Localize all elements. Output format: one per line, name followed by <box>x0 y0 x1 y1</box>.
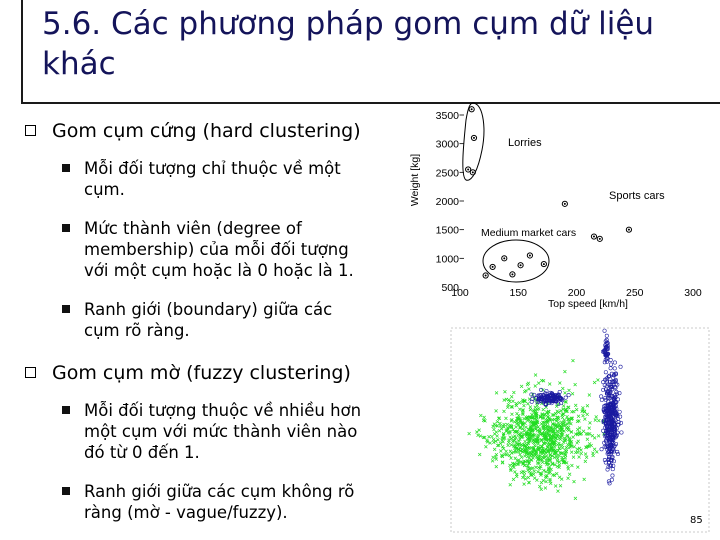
bullet-text-line: Mỗi đối tượng chỉ thuộc về một <box>84 159 341 178</box>
blue-point <box>567 393 570 396</box>
green-point <box>593 448 596 451</box>
green-point <box>484 445 487 448</box>
y-tick-label: 3000 <box>435 138 459 151</box>
green-point <box>559 438 562 441</box>
x-axis-label: Top speed [km/h] <box>548 298 628 310</box>
green-point <box>561 387 564 390</box>
green-point <box>526 383 529 386</box>
green-point <box>491 459 494 462</box>
green-point <box>515 412 518 415</box>
green-point <box>593 381 596 384</box>
green-point <box>483 416 486 419</box>
green-point <box>507 444 510 447</box>
green-point <box>534 466 537 469</box>
green-point <box>493 448 496 451</box>
green-point <box>490 435 493 438</box>
green-point <box>561 446 564 449</box>
green-point <box>548 383 551 386</box>
title-line-1: 5.6. Các phương pháp gom cụm dữ liệu <box>42 6 655 42</box>
bullet-text-line: Ranh giới (boundary) giữa các <box>84 300 333 319</box>
green-point <box>514 425 517 428</box>
y-tick-label: 1000 <box>435 253 459 266</box>
green-point <box>559 484 562 487</box>
blue-point <box>605 334 608 337</box>
green-point <box>524 440 527 443</box>
green-point <box>523 483 526 486</box>
green-cluster-points <box>468 359 610 500</box>
green-point <box>551 418 554 421</box>
data-point <box>483 273 488 278</box>
green-point <box>576 451 579 454</box>
blue-point <box>609 363 612 366</box>
green-point <box>538 485 541 488</box>
filled-square-bullet-icon <box>62 305 70 313</box>
green-point <box>545 480 548 483</box>
green-point <box>582 414 585 417</box>
green-point <box>571 359 574 362</box>
green-point <box>597 434 600 437</box>
green-point <box>570 431 573 434</box>
green-point <box>495 465 498 468</box>
green-point <box>574 497 577 500</box>
green-point <box>524 426 527 429</box>
data-point <box>562 201 567 206</box>
green-point <box>478 453 481 456</box>
data-point <box>469 107 474 112</box>
blue-point <box>600 398 603 401</box>
green-point <box>573 480 576 483</box>
green-point <box>503 453 506 456</box>
green-point <box>508 464 511 467</box>
green-point <box>562 404 565 407</box>
title-line-2: khác <box>42 46 116 82</box>
green-point <box>495 391 498 394</box>
green-point <box>498 422 501 425</box>
green-point <box>572 456 575 459</box>
green-point <box>540 488 543 491</box>
green-point <box>571 392 574 395</box>
green-point <box>567 429 570 432</box>
green-point <box>576 466 579 469</box>
green-point <box>503 410 506 413</box>
green-point <box>479 435 482 438</box>
y-tick-label: 3500 <box>435 110 459 122</box>
blue-point <box>613 367 616 370</box>
green-point <box>566 415 569 418</box>
green-point <box>549 480 552 483</box>
green-point <box>584 460 587 463</box>
green-point <box>496 420 499 423</box>
x-tick-label: 200 <box>567 287 586 299</box>
green-point <box>509 483 512 486</box>
green-point <box>544 487 547 490</box>
green-point <box>499 442 502 445</box>
green-point <box>597 419 600 422</box>
green-point <box>588 394 591 397</box>
bullet-text-line: ràng (mờ - vague/fuzzy). <box>84 503 288 522</box>
green-point <box>542 379 545 382</box>
green-point <box>570 451 573 454</box>
blue-cluster-points <box>530 329 623 485</box>
data-point <box>591 234 596 239</box>
green-point <box>515 404 518 407</box>
green-point <box>513 470 516 473</box>
green-point <box>526 469 529 472</box>
data-point <box>518 263 523 268</box>
left-rule <box>21 0 23 102</box>
green-point <box>533 470 536 473</box>
green-point <box>505 450 508 453</box>
green-point <box>534 373 537 376</box>
green-point <box>588 421 591 424</box>
y-tick-label: 2500 <box>435 167 459 180</box>
green-point <box>575 408 578 411</box>
green-point <box>493 432 496 435</box>
green-point <box>573 445 576 448</box>
green-point <box>538 427 541 430</box>
y-axis-label: Weight [kg] <box>409 153 421 207</box>
green-point <box>489 441 492 444</box>
green-point <box>577 415 580 418</box>
green-point <box>495 409 498 412</box>
blue-point <box>613 361 616 364</box>
medium-market-cars-cluster-outline <box>483 240 549 282</box>
green-point <box>520 456 523 459</box>
blue-point <box>539 388 542 391</box>
bullet-text-line: membership) của mỗi đối tượng <box>84 240 349 259</box>
green-point <box>558 454 561 457</box>
green-point <box>513 444 516 447</box>
green-point <box>570 410 573 413</box>
green-point <box>523 454 526 457</box>
plot-frame <box>451 328 709 532</box>
green-point <box>518 408 521 411</box>
green-point <box>578 427 581 430</box>
green-point <box>583 478 586 481</box>
annotation-medium-market-cars: Medium market cars <box>481 227 577 239</box>
blue-point <box>619 365 622 368</box>
y-tick-label: 2000 <box>435 196 459 208</box>
green-point <box>594 419 597 422</box>
green-point <box>510 457 513 460</box>
data-point <box>597 236 602 241</box>
green-point <box>542 454 545 457</box>
green-point <box>511 400 514 403</box>
green-point <box>515 475 518 478</box>
annotation-sports-cars: Sports cars <box>609 190 665 202</box>
hard-clustering-scatter-chart <box>400 100 720 320</box>
green-point <box>570 464 573 467</box>
data-point <box>626 227 631 232</box>
blue-point <box>616 450 619 453</box>
green-point <box>581 406 584 409</box>
green-point <box>508 454 511 457</box>
green-point <box>523 390 526 393</box>
blue-point <box>564 396 567 399</box>
green-point <box>527 387 530 390</box>
blue-point <box>599 395 602 398</box>
green-point <box>596 379 599 382</box>
green-point <box>568 389 571 392</box>
green-point <box>577 440 580 443</box>
green-point <box>468 432 471 435</box>
green-point <box>477 434 480 437</box>
bullet-heading: Gom cụm mờ (fuzzy clustering) <box>52 362 351 384</box>
slide-title <box>42 4 702 84</box>
green-point <box>584 453 587 456</box>
green-point <box>580 452 583 455</box>
green-point <box>542 408 545 411</box>
bullet-text-line: đó từ 0 đến 1. <box>84 443 200 462</box>
green-point <box>506 423 509 426</box>
green-point <box>499 450 502 453</box>
green-point <box>504 417 507 420</box>
green-point <box>487 435 490 438</box>
y-tick-label: 500 <box>441 282 459 294</box>
bullet-heading: Gom cụm cứng (hard clustering) <box>52 120 361 142</box>
green-point <box>568 473 571 476</box>
annotation-lorries: Lorries <box>508 137 542 149</box>
blue-point <box>611 467 614 470</box>
green-point <box>478 429 481 432</box>
green-point <box>534 385 537 388</box>
green-point <box>479 414 482 417</box>
green-point <box>565 446 568 449</box>
blue-point <box>611 474 614 477</box>
bullet-text-line: Mỗi đối tượng thuộc về nhiều hơn <box>84 401 362 420</box>
green-point <box>583 418 586 421</box>
blue-point <box>614 386 617 389</box>
green-point <box>588 442 591 445</box>
green-point <box>545 459 548 462</box>
green-point <box>561 416 564 419</box>
data-point <box>490 264 495 269</box>
y-tick-label: 1500 <box>435 224 459 237</box>
data-point <box>470 170 475 175</box>
green-point <box>507 439 510 442</box>
green-point <box>547 472 550 475</box>
green-point <box>519 453 522 456</box>
square-bullet-icon <box>25 125 36 136</box>
green-point <box>518 401 521 404</box>
green-point <box>593 436 596 439</box>
green-point <box>585 456 588 459</box>
green-point <box>510 395 513 398</box>
green-point <box>578 456 581 459</box>
x-tick-label: 250 <box>625 287 644 299</box>
page-number: 85 <box>690 515 703 526</box>
blue-point <box>616 452 619 455</box>
green-point <box>537 382 540 385</box>
data-point <box>471 135 476 140</box>
green-point <box>540 422 543 425</box>
bullet-text-line: một cụm với mức thành viên nào <box>84 422 358 441</box>
green-point <box>492 428 495 431</box>
x-tick-label: 300 <box>684 287 702 299</box>
green-point <box>556 490 559 493</box>
green-point <box>586 404 589 407</box>
blue-point <box>620 431 623 434</box>
filled-square-bullet-icon <box>62 164 70 172</box>
blue-point <box>607 480 610 483</box>
x-tick-label: 100 <box>451 287 469 299</box>
green-point <box>567 477 570 480</box>
green-point <box>574 404 577 407</box>
blue-point <box>601 429 604 432</box>
green-point <box>572 436 575 439</box>
green-point <box>523 417 526 420</box>
green-point <box>580 449 583 452</box>
green-point <box>595 415 598 418</box>
bullet-text-line: với một cụm hoặc là 0 hoặc là 1. <box>84 261 354 280</box>
bullet-text-line: Mức thành viên (degree of <box>84 219 302 238</box>
green-point <box>546 416 549 419</box>
green-point <box>520 385 523 388</box>
filled-square-bullet-icon <box>62 406 70 414</box>
green-point <box>554 484 557 487</box>
bullet-text-line: Ranh giới giữa các cụm không rõ <box>84 482 355 501</box>
green-point <box>503 390 506 393</box>
green-point <box>540 481 543 484</box>
blue-point <box>609 367 612 370</box>
square-bullet-icon <box>25 367 36 378</box>
green-point <box>509 436 512 439</box>
green-point <box>500 427 503 430</box>
fuzzy-clustering-scatter-chart <box>445 325 715 535</box>
green-point <box>532 456 535 459</box>
blue-point <box>603 329 606 332</box>
green-point <box>514 457 517 460</box>
green-point <box>526 402 529 405</box>
cluster-outlines <box>463 103 549 282</box>
green-point <box>565 450 568 453</box>
green-point <box>535 479 538 482</box>
data-point <box>527 253 532 258</box>
green-point <box>566 465 569 468</box>
green-point <box>563 391 566 394</box>
data-point <box>541 261 546 266</box>
green-point <box>528 481 531 484</box>
green-point <box>574 383 577 386</box>
green-point <box>512 391 515 394</box>
green-point <box>588 427 591 430</box>
bullet-text-line: cụm rõ ràng. <box>84 321 190 340</box>
blue-point <box>604 371 607 374</box>
blue-point <box>608 482 611 485</box>
data-point <box>510 272 515 277</box>
bullet-text-line: cụm. <box>84 180 125 199</box>
x-tick-label: 150 <box>509 287 528 299</box>
green-point <box>558 382 561 385</box>
green-point <box>549 482 552 485</box>
filled-square-bullet-icon <box>62 224 70 232</box>
green-point <box>563 370 566 373</box>
green-point <box>586 413 589 416</box>
green-point <box>529 408 532 411</box>
green-point <box>522 404 525 407</box>
green-point <box>592 454 595 457</box>
green-point <box>506 406 509 409</box>
green-point <box>586 438 589 441</box>
green-point <box>512 478 515 481</box>
blue-point <box>600 448 603 451</box>
green-point <box>507 403 510 406</box>
filled-square-bullet-icon <box>62 487 70 495</box>
green-point <box>560 478 563 481</box>
data-point <box>502 256 507 261</box>
green-point <box>529 405 532 408</box>
green-point <box>510 413 513 416</box>
